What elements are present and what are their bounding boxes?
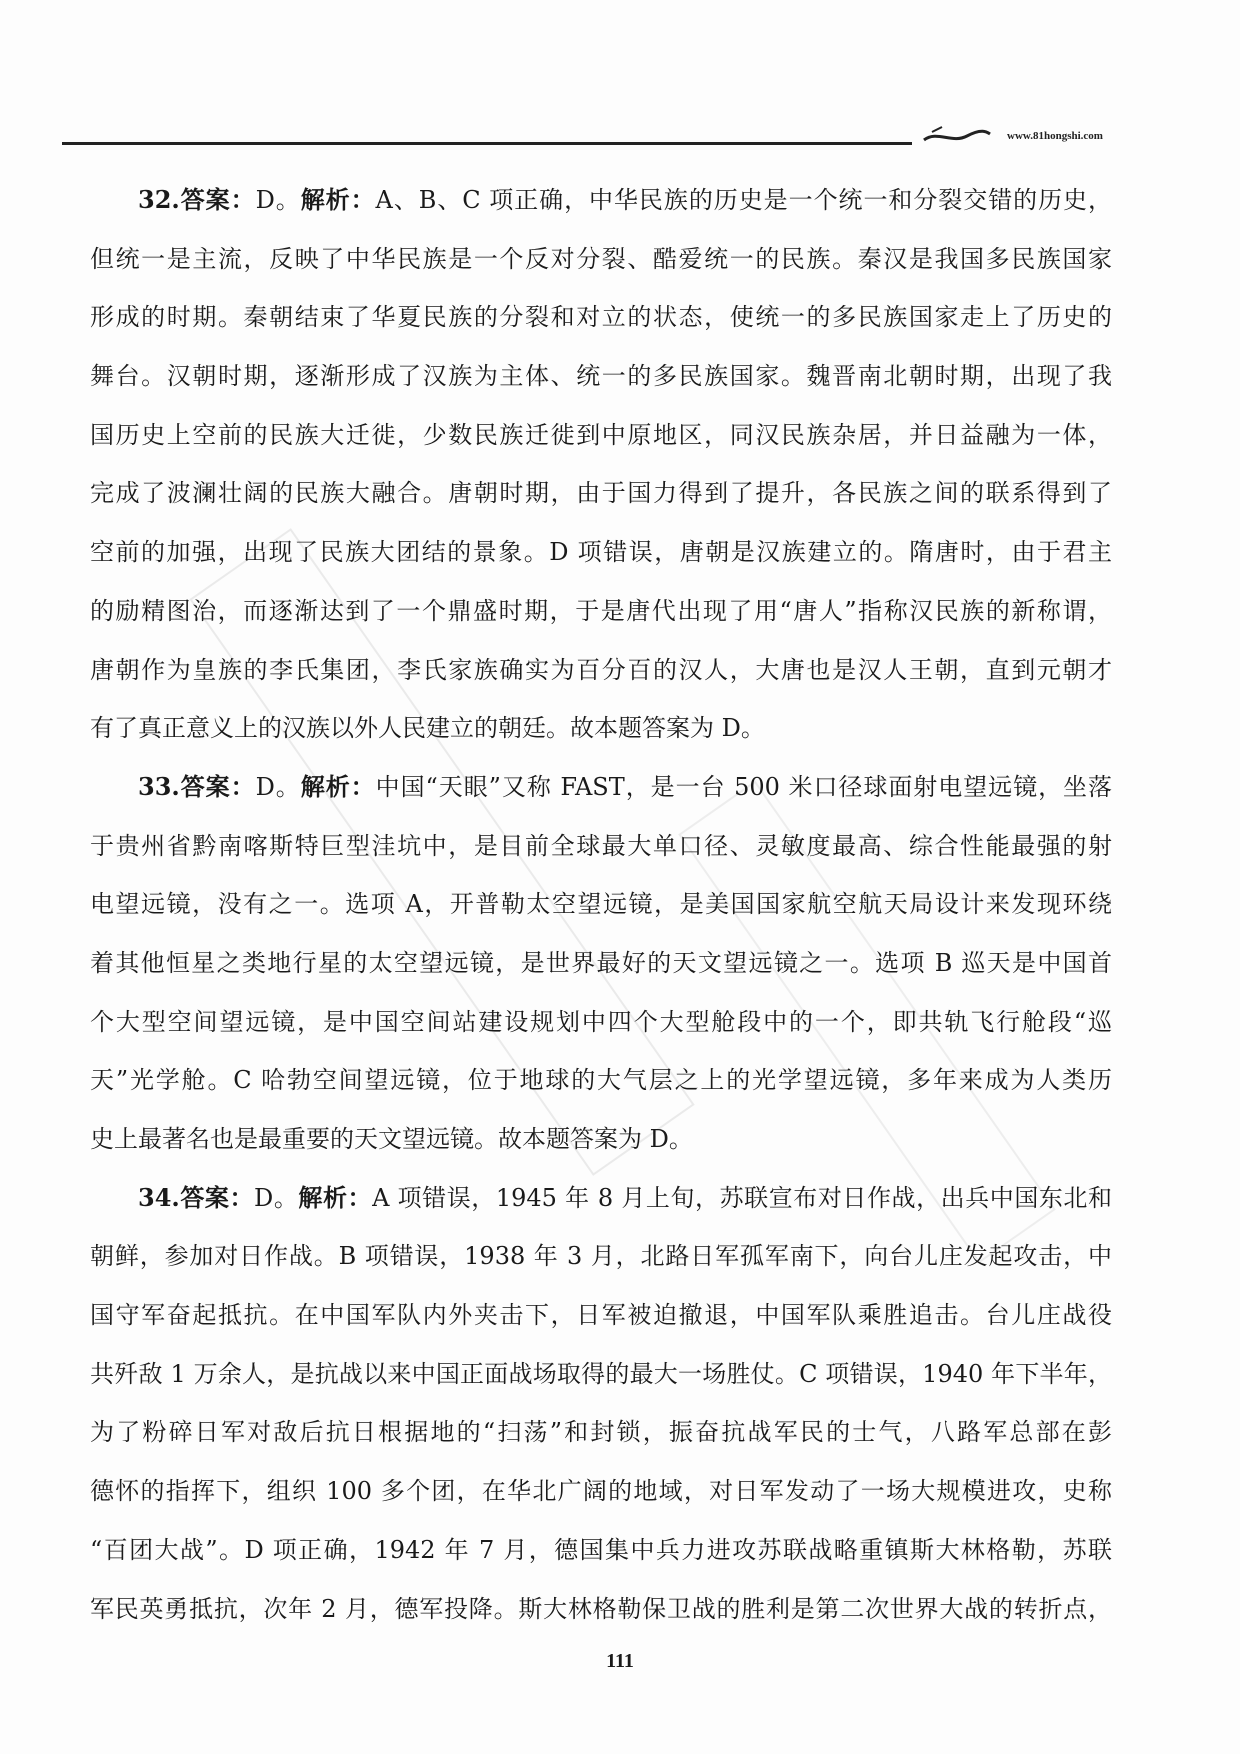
paragraph-first-line <box>90 1169 1112 1228</box>
page-header <box>62 120 1172 150</box>
answer-label: 答案： <box>179 185 256 214</box>
paragraph-line: 空前的加强，出现了民族大团结的景象。D 项错误，唐朝是汉族建立的。隋唐时，由于君主 <box>90 538 1112 567</box>
paragraph-line: 军民英勇抵抗，次年 2 月，德军投降。斯大林格勒保卫战的胜利是第二次世界大战的转折点， <box>90 1594 1112 1623</box>
document-body <box>90 171 1112 1638</box>
answer-value: D。 <box>255 772 301 801</box>
paragraph-line: 国守军奋起抵抗。在中国军队内外夹击下，日军被迫撤退，中国军队乘胜追击。台儿庄战役 <box>90 1301 1112 1330</box>
paragraph-line: 形成的时期。秦朝结束了华夏民族的分裂和对立的状态，使统一的多民族国家走上了历史的 <box>90 303 1112 332</box>
analysis-text: A 项错误，1945 年 8 月上旬，苏联宣布对日作战，出兵中国东北和 <box>372 1183 1112 1212</box>
header-rule <box>62 142 912 145</box>
paragraph-line: 德怀的指挥下，组织 100 多个团，在华北广阔的地域，对日军发动了一场大规模进攻，史称 <box>90 1477 1112 1506</box>
paragraph-line: 的励精图治，而逐渐达到了一个鼎盛时期，于是唐代出现了用“唐人”指称汉民族的新称谓， <box>90 596 1112 625</box>
paragraph-line: 唐朝作为皇族的李氏集团，李氏家族确实为百分百的汉人，大唐也是汉人王朝，直到元朝才 <box>90 655 1112 684</box>
paragraph-line: “百团大战”。D 项正确，1942 年 7 月，德国集中兵力进攻苏联战略重镇斯大林格勒，苏联 <box>90 1535 1112 1564</box>
analysis-label: 解析： <box>298 1182 373 1212</box>
answer-value: D。 <box>255 186 301 214</box>
paragraph-line: 舞台。汉朝时期，逐渐形成了汉族为主体、统一的多民族国家。魏晋南北朝时期，出现了我 <box>90 362 1112 391</box>
header-url: www.81hongshi.com <box>1007 130 1103 142</box>
paragraph-line: 史上最著名也是最重要的天文望远镜。故本题答案为 D。 <box>90 1125 693 1153</box>
analysis-text: A、B、C 项正确，中华民族的历史是一个统一和分裂交错的历史， <box>375 186 1112 214</box>
paragraph-line: 于贵州省黔南喀斯特巨型洼坑中，是目前全球最大单口径、灵敏度最高、综合性能最强的射 <box>90 831 1112 860</box>
question-number: 33. <box>138 771 180 801</box>
paragraph-line: 着其他恒星之类地行星的太空望远镜，是世界最好的天文望远镜之一。选项 B 巡天是中国首 <box>90 948 1112 977</box>
answer-paragraph <box>90 1169 1112 1639</box>
answer-value: D。 <box>254 1183 299 1212</box>
paragraph-line: 有了真正意义上的汉族以外人民建立的朝廷。故本题答案为 D。 <box>90 714 765 743</box>
answer-label: 答案： <box>179 1182 255 1212</box>
answer-label: 答案： <box>179 771 256 801</box>
publisher-logo-icon <box>922 124 992 146</box>
paragraph-first-line <box>90 171 1112 230</box>
analysis-label: 解析： <box>300 185 376 214</box>
answer-paragraph <box>90 171 1112 758</box>
paragraph-line: 朝鲜，参加对日作战。B 项错误，1938 年 3 月，北路日军孤军南下，向台儿庄发起攻击，中 <box>90 1242 1112 1271</box>
paragraph-line: 天”光学舱。C 哈勃空间望远镜，位于地球的大气层之上的光学望远镜，多年来成为人类历 <box>90 1066 1112 1095</box>
question-number: 32. <box>138 185 180 214</box>
analysis-text: 中国“天眼”又称 FAST，是一台 500 米口径球面射电望远镜，坐落 <box>375 772 1112 801</box>
paragraph-line: 共歼敌 1 万余人，是抗战以来中国正面战场取得的最大一场胜仗。C 项错误，1940 年下半年， <box>90 1359 1112 1388</box>
paragraph-line: 完成了波澜壮阔的民族大融合。唐朝时期，由于国力得到了提升，各民族之间的联系得到了 <box>90 479 1112 508</box>
paragraph-line: 电望远镜，没有之一。选项 A，开普勒太空望远镜，是美国国家航空航天局设计来发现环绕 <box>90 890 1112 919</box>
page-number: 111 <box>606 1650 634 1672</box>
paragraph-line: 个大型空间望远镜，是中国空间站建设规划中四个大型舱段中的一个，即共轨飞行舱段“巡 <box>90 1007 1112 1036</box>
paragraph-line: 为了粉碎日军对敌后抗日根据地的“扫荡”和封锁，振奋抗战军民的士气，八路军总部在彭 <box>90 1418 1112 1447</box>
question-number: 34. <box>138 1182 180 1212</box>
analysis-label: 解析： <box>300 771 376 801</box>
answer-paragraph <box>90 758 1112 1169</box>
paragraph-line: 但统一是主流，反映了中华民族是一个反对分裂、酷爱统一的民族。秦汉是我国多民族国家 <box>90 244 1112 273</box>
paragraph-line: 国历史上空前的民族大迁徙，少数民族迁徙到中原地区，同汉民族杂居，并日益融为一体， <box>90 420 1112 449</box>
paragraph-first-line <box>90 758 1112 817</box>
